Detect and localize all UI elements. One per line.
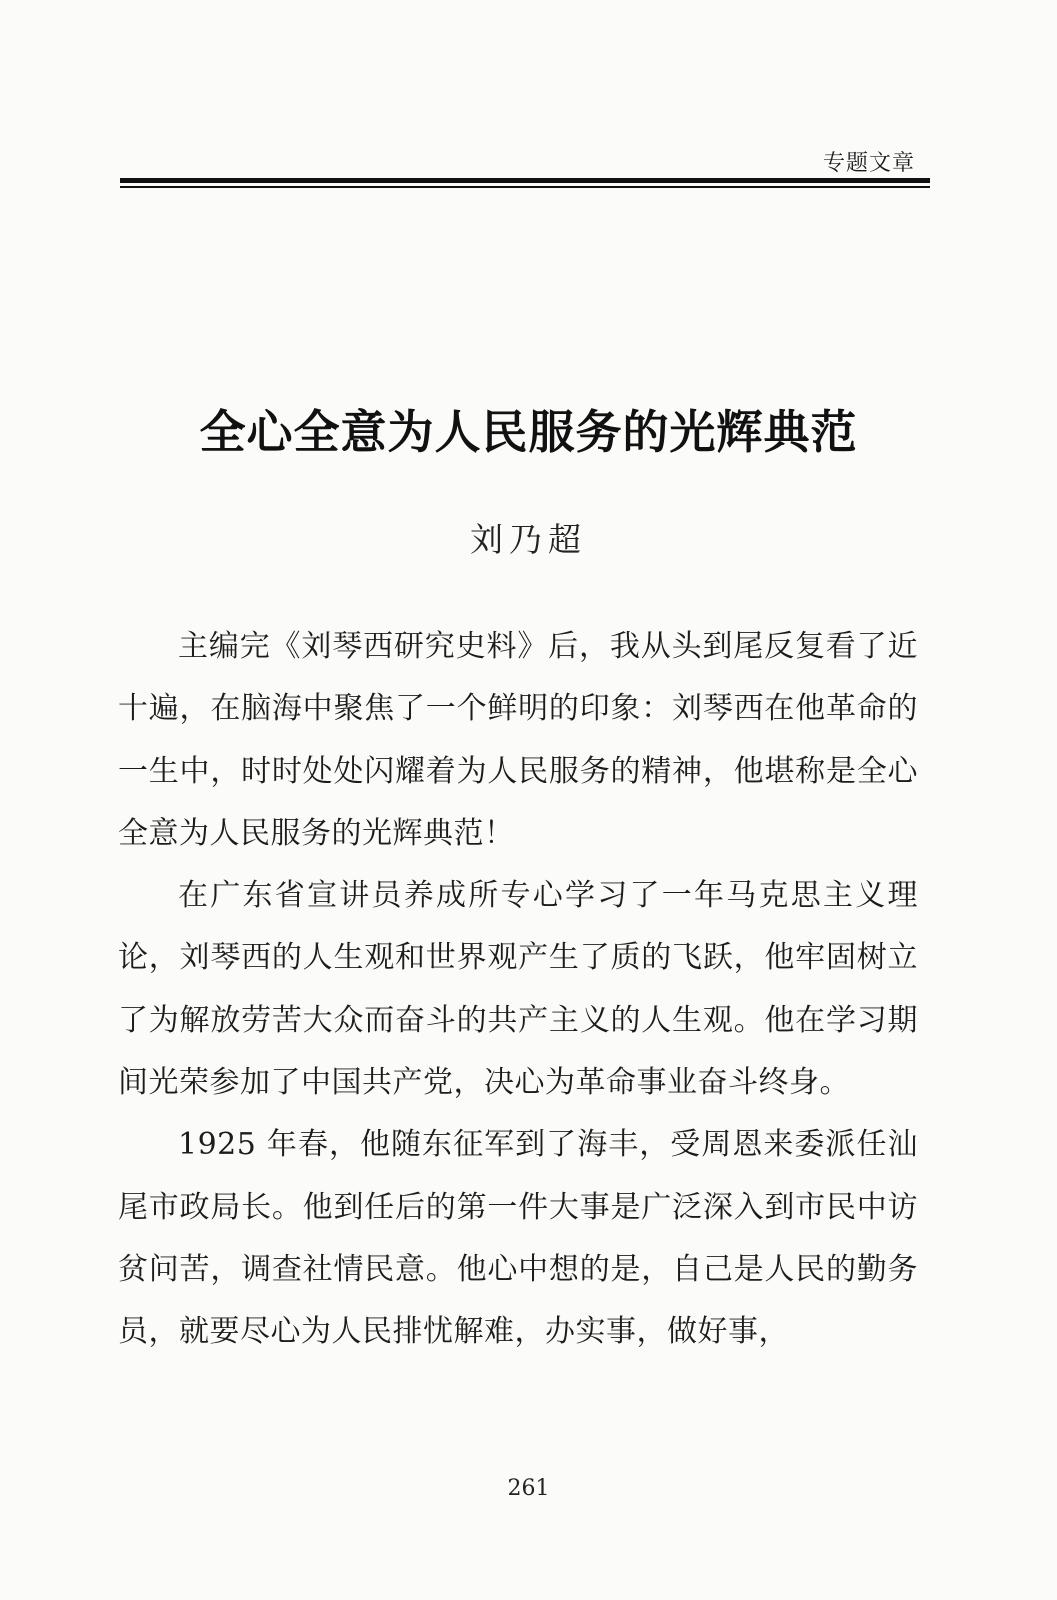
article-author: 刘乃超 (470, 520, 587, 559)
page-number: 261 (507, 1476, 550, 1501)
body-paragraph: 主编完《刘琴西研究史料》后，我从头到尾反复看了近十遍，在脑海中聚焦了一个鲜明的印象：刘琴西在他革命的一生中，时时处处闪耀着为人民服务的精神，他堪称是全心全意为人民服务的光辉典范！ (118, 629, 918, 851)
article-body (118, 616, 918, 1364)
body-paragraph: 在广东省宣讲员养成所专心学习了一年马克思主义理论，刘琴西的人生观和世界观产生了质的飞跃，他牢固树立了为解放劳苦大众而奋斗的共产主义的人生观。他在学习期间光荣参加了中国共产党，决心为革命事业奋斗终身。 (118, 878, 918, 1101)
running-header-section-label: 专题文章 (822, 151, 915, 176)
header-rule-thick (120, 178, 930, 183)
article-title: 全心全意为人民服务的光辉典范 (199, 405, 858, 459)
body-paragraph: 1925 年春，他随东征军到了海丰，受周恩来委派任汕尾市政局长。他到任后的第一件大事是广泛深入到市民中访贫问苦，调查社情民意。他心中想的是，自己是人民的勤务员，就要尽心为人民排忧解难，办实事，做好事， (118, 1127, 918, 1350)
header-rule-thin (120, 186, 930, 188)
